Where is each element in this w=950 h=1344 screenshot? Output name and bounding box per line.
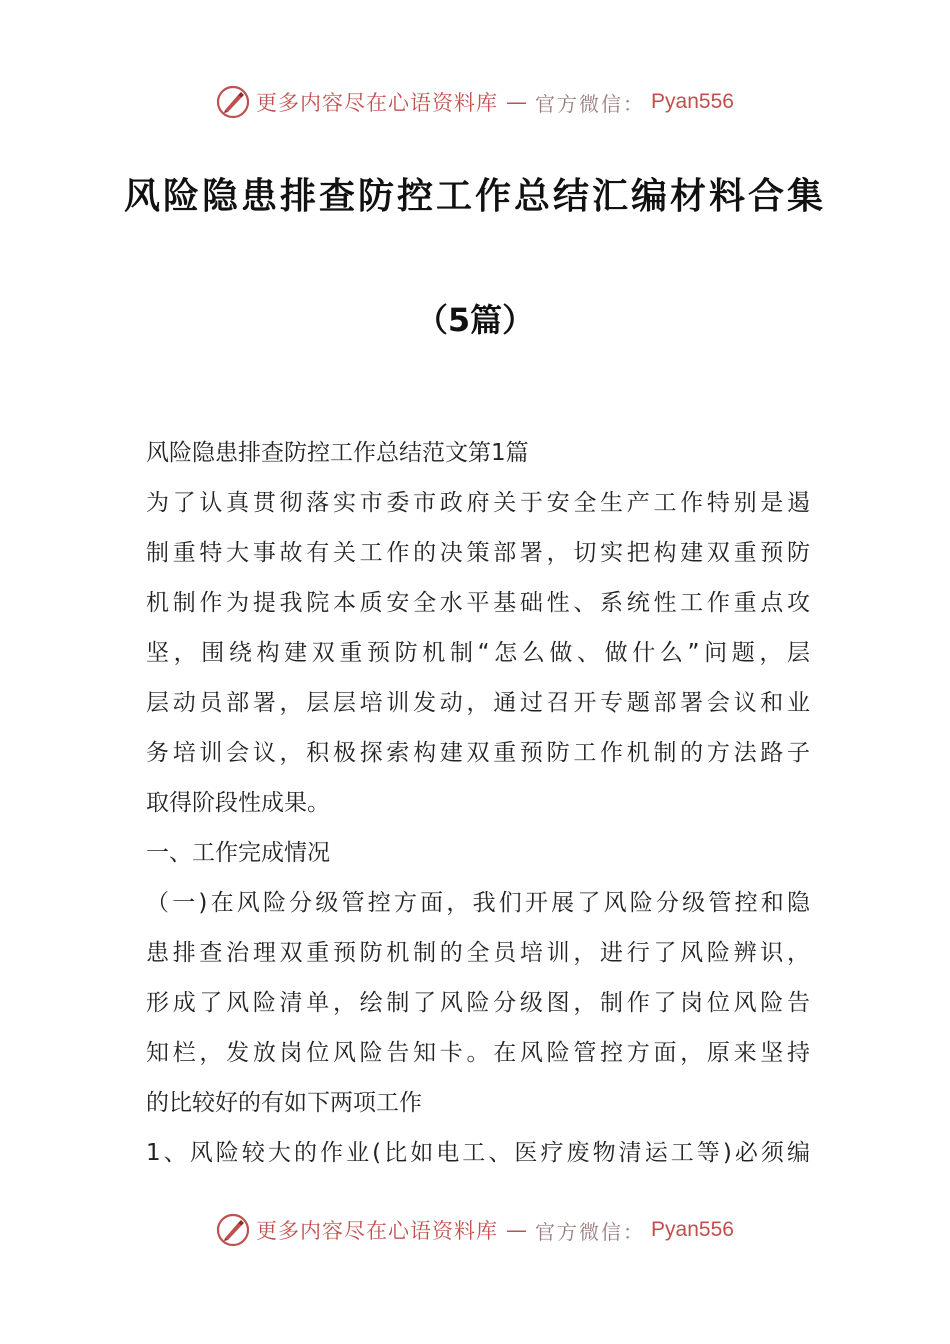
- heading-work-completion: 一、工作完成情况: [146, 840, 330, 866]
- paragraph-line: 形成了风险清单，绘制了风险分级图，制作了岗位风险告: [146, 990, 810, 1016]
- pen-logo-icon: [216, 1213, 250, 1247]
- paragraph-line: 坚，围绕构建双重预防机制“怎么做、做什么”问题，层: [146, 640, 810, 666]
- watermark-main-text: 更多内容尽在心语资料库: [256, 91, 499, 115]
- watermark-official-label: 官方微信：: [535, 1219, 646, 1244]
- section-heading: 风险隐患排查防控工作总结范文第1篇: [146, 440, 529, 466]
- watermark-footer: [0, 1208, 950, 1252]
- document-subtitle: （5篇）: [415, 301, 535, 339]
- watermark-separator: —: [506, 90, 528, 114]
- watermark-account-id: Pyan556: [651, 90, 734, 113]
- paragraph-line: 取得阶段性成果。: [146, 790, 330, 816]
- paragraph-line: （一)在风险分级管控方面，我们开展了风险分级管控和隐: [146, 890, 810, 916]
- watermark-header: [0, 80, 950, 124]
- watermark-official-label: 官方微信：: [535, 91, 646, 116]
- paragraph-line: 的比较好的有如下两项工作: [146, 1090, 422, 1116]
- paragraph-line: 为了认真贯彻落实市委市政府关于安全生产工作特别是遏: [146, 490, 810, 516]
- paragraph-line: 知栏，发放岗位风险告知卡。在风险管控方面，原来坚持: [146, 1040, 810, 1066]
- paragraph-line: 患排查治理双重预防机制的全员培训，进行了风险辨识，: [146, 940, 810, 966]
- paragraph-line: 层动员部署，层层培训发动，通过召开专题部署会议和业: [146, 690, 810, 716]
- watermark-account-id: Pyan556: [651, 1218, 734, 1241]
- list-item-1: 1、风险较大的作业(比如电工、医疗废物清运工等)必须编: [146, 1140, 810, 1166]
- paragraph-line: 务培训会议，积极探索构建双重预防工作机制的方法路子: [146, 740, 810, 766]
- paragraph-line: 机制作为提我院本质安全水平基础性、系统性工作重点攻: [146, 590, 810, 616]
- watermark-separator: —: [506, 1218, 528, 1242]
- watermark-main-text: 更多内容尽在心语资料库: [256, 1219, 499, 1243]
- pen-logo-icon: [216, 85, 250, 119]
- document-title: 风险隐患排查防控工作总结汇编材料合集: [123, 176, 826, 217]
- document-body: [146, 432, 810, 1182]
- paragraph-line: 制重特大事故有关工作的决策部署，切实把构建双重预防: [146, 540, 810, 566]
